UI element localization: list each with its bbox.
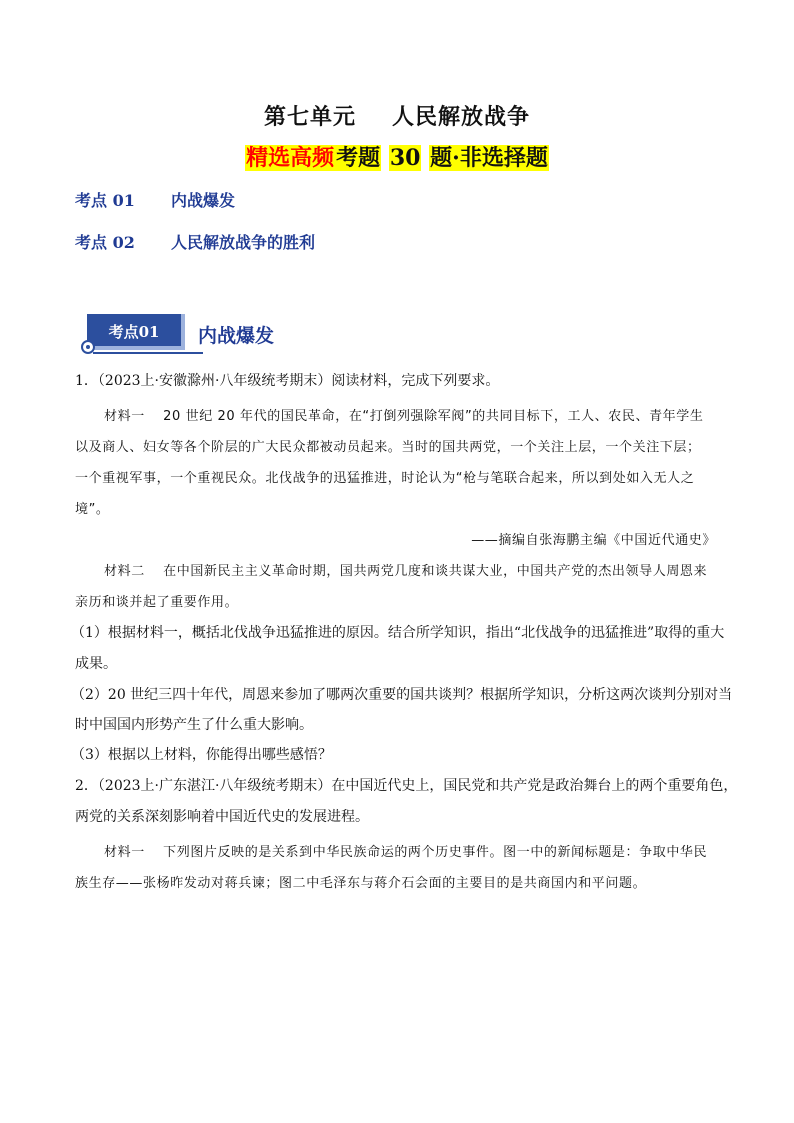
badge-underline (93, 352, 203, 354)
q1-material-1-line-2: 以及商人、妇女等各个阶层的广大民众都被动员起来。当时的国共两党，一个关注上层，一个关注下层； (75, 440, 701, 455)
section-title: 内战爆发 (198, 325, 275, 347)
page-title (0, 100, 794, 131)
toc-item-1 (75, 188, 235, 211)
unit-topic: 人民解放战争 (392, 104, 531, 130)
q1-subquestion-3: （3）根据以上材料，你能得出哪些感悟？ (71, 747, 332, 763)
q1-subquestion-2-line-1: （2）20 世纪三四十年代，周恩来参加了哪两次重要的国共谈判？根据所学知识，分析这两次谈判分别对当 (71, 687, 733, 703)
toc-number: 考点 01 (75, 191, 135, 210)
section-badge (81, 312, 191, 356)
subtitle-highlight-red: 精选高频 (246, 145, 335, 171)
toc-item-2 (75, 230, 315, 253)
q1-material-1-line-4: 境”。 (75, 502, 110, 517)
q1-subquestion-2-line-2: 时中国国内形势产生了什么重大影响。 (75, 717, 313, 733)
subtitle-part-a: 考题 (336, 145, 381, 171)
question-1-header: 1．（2023上·安徽滁州·八年级统考期末）阅读材料，完成下列要求。 (75, 373, 500, 389)
q2-material-1-line-2: 族生存——张杨昨发动对蒋兵谏；图二中毛泽东与蒋介石会面的主要目的是共商国内和平问题。 (75, 876, 647, 891)
subtitle-part-b: 题·非选择题 (430, 145, 548, 171)
toc-label: 人民解放战争的胜利 (171, 233, 316, 252)
unit-label: 第七单元 (263, 104, 356, 130)
q2-material-1-line-1: 材料一 下列图片反映的是关系到中华民族命运的两个历史事件。图一中的新闻标题是：争取中华民 (104, 845, 708, 860)
subtitle-count: 30 (389, 145, 421, 171)
q1-material-1-source: ——摘编自张海鹏主编《中国近代通史》 (471, 533, 716, 548)
q1-material-2-line-1: 材料二 在中国新民主主义革命时期，国共两党几度和谈共谋大业，中国共产党的杰出领导人周恩来 (104, 564, 708, 579)
toc-number: 考点 02 (75, 233, 135, 252)
section-badge-label: 考点01 (87, 314, 185, 350)
q1-material-1-line-3: 一个重视军事，一个重视民众。北伐战争的迅猛推进，时论认为“枪与笔联合起来，所以到处如入无人之 (75, 471, 695, 486)
question-2-line-1: 2．（2023上·广东湛江·八年级统考期末）在中国近代史上，国民党和共产党是政治舞台上的两个重要角色， (75, 778, 738, 794)
q1-subquestion-1-line-1: （1）根据材料一，概括北伐战争迅猛推进的原因。结合所学知识，指出“北伐战争的迅猛推进”取得的重大 (71, 625, 725, 641)
question-2-line-2: 两党的关系深刻影响着中国近代史的发展进程。 (75, 809, 369, 825)
q1-material-1-line-1: 材料一 20 世纪 20 年代的国民革命，在“打倒列强除军阀”的共同目标下，工人、农民、青年学生 (104, 409, 704, 424)
q1-subquestion-1-line-2: 成果。 (75, 656, 117, 672)
page-subtitle (0, 143, 794, 173)
q1-material-2-line-2: 亲历和谈并起了重要作用。 (75, 595, 239, 610)
toc-label: 内战爆发 (171, 191, 236, 210)
